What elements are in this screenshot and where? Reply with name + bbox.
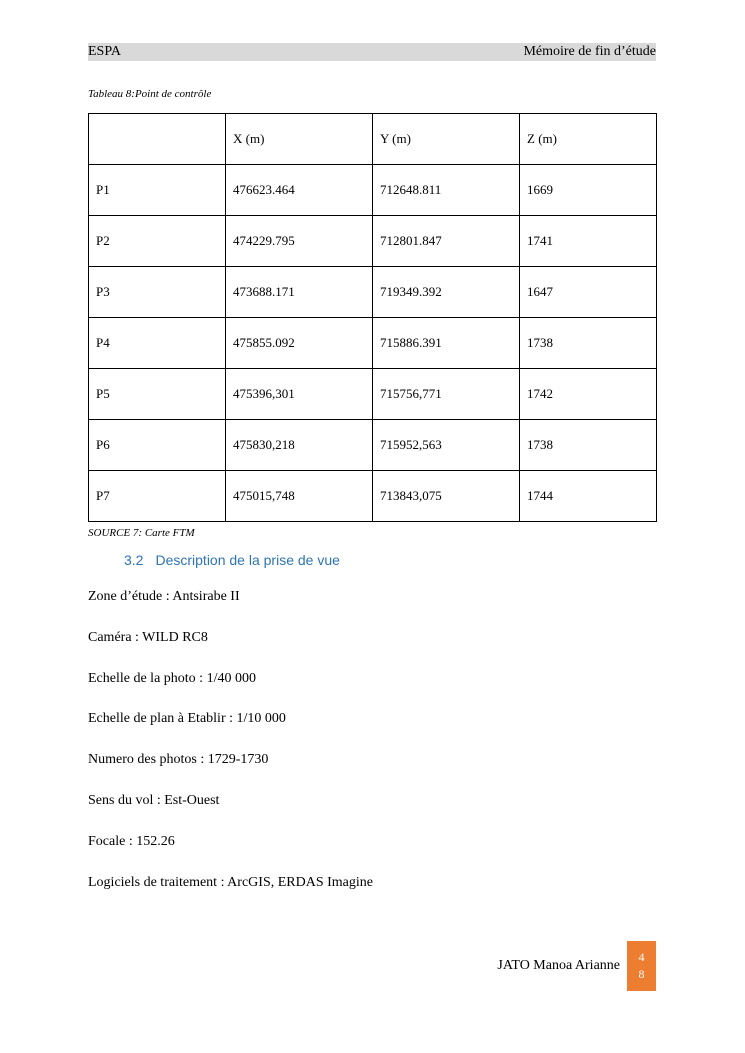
header-right-text: Mémoire de fin d’étude bbox=[523, 44, 656, 59]
table-cell: 715886.391 bbox=[373, 318, 520, 369]
table-cell: 475396,301 bbox=[226, 369, 373, 420]
table-cell: 713843,075 bbox=[373, 471, 520, 522]
table-cell: 715756,771 bbox=[373, 369, 520, 420]
table-header-cell bbox=[89, 114, 226, 165]
page-number-digit: 8 bbox=[638, 967, 645, 981]
page-header bbox=[88, 43, 656, 61]
section-heading bbox=[124, 552, 340, 568]
table-cell: 475830,218 bbox=[226, 420, 373, 471]
table-cell: 1669 bbox=[520, 165, 657, 216]
table-cell: 476623.464 bbox=[226, 165, 373, 216]
page-number-box bbox=[627, 941, 656, 991]
table-cell: P1 bbox=[89, 165, 226, 216]
table-row bbox=[89, 369, 657, 420]
table-cell: 712801.847 bbox=[373, 216, 520, 267]
table-caption: Tableau 8:Point de contrôle bbox=[88, 88, 212, 100]
detail-line: Focale : 152.26 bbox=[88, 834, 175, 849]
table-header-cell: Y (m) bbox=[373, 114, 520, 165]
table-cell: 712648.811 bbox=[373, 165, 520, 216]
detail-line: Echelle de plan à Etablir : 1/10 000 bbox=[88, 711, 286, 726]
table-cell: 474229.795 bbox=[226, 216, 373, 267]
footer-author: JATO Manoa Arianne bbox=[497, 958, 620, 973]
table-row bbox=[89, 216, 657, 267]
table-cell: P6 bbox=[89, 420, 226, 471]
table-row bbox=[89, 471, 657, 522]
table-cell: P2 bbox=[89, 216, 226, 267]
table-source: SOURCE 7: Carte FTM bbox=[88, 527, 195, 539]
table-cell: P5 bbox=[89, 369, 226, 420]
detail-line: Sens du vol : Est-Ouest bbox=[88, 793, 220, 808]
detail-line: Zone d’étude : Antsirabe II bbox=[88, 589, 240, 604]
section-title-text: Description de la prise de vue bbox=[155, 552, 340, 568]
table-cell: 473688.171 bbox=[226, 267, 373, 318]
table-cell: 475855.092 bbox=[226, 318, 373, 369]
detail-line: Echelle de la photo : 1/40 000 bbox=[88, 671, 256, 686]
table-header-cell: Z (m) bbox=[520, 114, 657, 165]
page-number-digit: 4 bbox=[638, 950, 645, 964]
table-cell: 1741 bbox=[520, 216, 657, 267]
control-points-table bbox=[88, 113, 657, 522]
table-row bbox=[89, 318, 657, 369]
detail-line: Logiciels de traitement : ArcGIS, ERDAS Imagine bbox=[88, 875, 373, 890]
table-cell: P4 bbox=[89, 318, 226, 369]
table-header-row bbox=[89, 114, 657, 165]
section-number: 3.2 bbox=[124, 552, 144, 568]
table-cell: P7 bbox=[89, 471, 226, 522]
detail-line: Caméra : WILD RC8 bbox=[88, 630, 208, 645]
detail-line: Numero des photos : 1729-1730 bbox=[88, 752, 269, 767]
table-cell: 475015,748 bbox=[226, 471, 373, 522]
table-row bbox=[89, 165, 657, 216]
header-left-text: ESPA bbox=[88, 44, 121, 59]
table-cell: 719349.392 bbox=[373, 267, 520, 318]
table-cell: 1647 bbox=[520, 267, 657, 318]
table-row bbox=[89, 267, 657, 318]
table-cell: 1738 bbox=[520, 318, 657, 369]
table-row bbox=[89, 420, 657, 471]
table-cell: P3 bbox=[89, 267, 226, 318]
table-header-cell: X (m) bbox=[226, 114, 373, 165]
table-cell: 1744 bbox=[520, 471, 657, 522]
table-cell: 1742 bbox=[520, 369, 657, 420]
table-cell: 715952,563 bbox=[373, 420, 520, 471]
table-cell: 1738 bbox=[520, 420, 657, 471]
